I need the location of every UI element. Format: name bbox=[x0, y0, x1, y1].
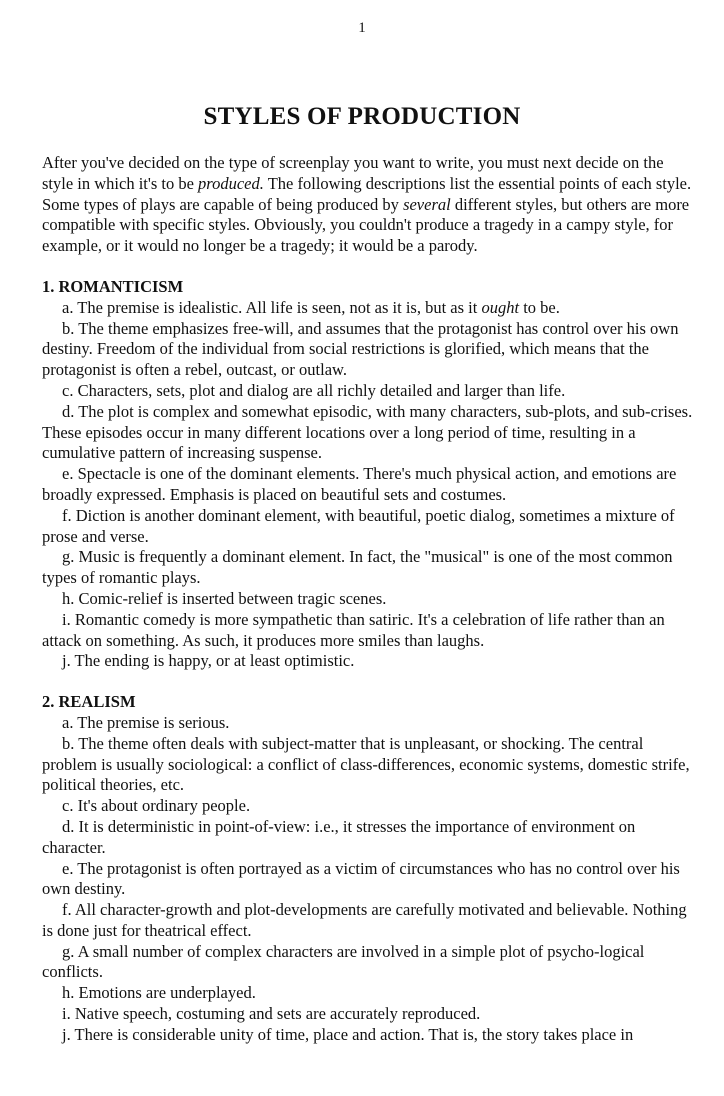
list-item bbox=[42, 942, 696, 984]
list-item bbox=[42, 817, 696, 859]
list-item bbox=[42, 381, 696, 402]
list-item bbox=[42, 796, 696, 817]
italic-text: ought bbox=[481, 297, 520, 317]
text-run: a. The premise is idealistic. All life is seen, not as it is, but as it bbox=[62, 297, 482, 317]
text-run: c. It's about ordinary people. bbox=[62, 796, 251, 816]
text-run: d. It is deterministic in point-of-view: i.e., it stresses the importance of environment on character. bbox=[42, 816, 636, 857]
list-item bbox=[42, 464, 696, 506]
list-item bbox=[42, 506, 696, 548]
text-run: h. Emotions are underplayed. bbox=[62, 983, 256, 1003]
list-item bbox=[42, 589, 696, 610]
text-run: a. The premise is serious. bbox=[62, 712, 230, 732]
list-item bbox=[42, 298, 696, 319]
italic-text: several bbox=[403, 194, 451, 214]
text-run: The following descriptions list the essential points of each style. Some types of plays are capable of being produced by bbox=[42, 173, 692, 214]
list-item bbox=[42, 900, 696, 942]
section bbox=[42, 692, 696, 1046]
list-item bbox=[42, 734, 696, 796]
list-item bbox=[42, 983, 696, 1004]
section bbox=[42, 277, 696, 672]
text-run: c. Characters, sets, plot and dialog are all richly detailed and larger than life. bbox=[62, 380, 566, 400]
text-run: f. All character-growth and plot-developments are carefully motivated and believable. Nothing is done just for theatrical effect. bbox=[42, 900, 687, 940]
text-run: g. Music is frequently a dominant element. In fact, the "musical" is one of the most common types of romantic plays. bbox=[42, 547, 673, 588]
list-item bbox=[42, 402, 696, 464]
text-run: e. The protagonist is often portrayed as a victim of circumstances who has no control over his own destiny. bbox=[42, 858, 680, 899]
text-run: f. Diction is another dominant element, with beautiful, poetic dialog, sometimes a mixture of prose and verse. bbox=[42, 505, 675, 546]
sections-container bbox=[42, 277, 696, 1046]
list-item bbox=[42, 713, 696, 734]
text-run: h. Comic-relief is inserted between tragic scenes. bbox=[62, 588, 387, 608]
list-item bbox=[42, 859, 696, 901]
page-title: STYLES OF PRODUCTION bbox=[203, 103, 521, 130]
italic-text: produced. bbox=[198, 173, 264, 193]
text-run: j. The ending is happy, or at least optimistic. bbox=[62, 651, 355, 671]
section-heading: 2. REALISM bbox=[42, 692, 136, 712]
list-item bbox=[42, 1025, 696, 1046]
list-item bbox=[42, 547, 696, 589]
text-run: e. Spectacle is one of the dominant elements. There's much physical action, and emotions are broadly expressed. Emphasis is placed on beautiful sets and costumes. bbox=[42, 464, 677, 504]
section-heading: 1. ROMANTICISM bbox=[42, 276, 184, 296]
text-run: i. Native speech, costuming and sets are accurately reproduced. bbox=[62, 1004, 481, 1024]
text-run: d. The plot is complex and somewhat episodic, with many characters, sub-plots, and sub-crises. These episodes occur in many different locations over a long period of time, resulting in a cumulative pattern of increasing suspense. bbox=[42, 401, 693, 463]
intro-paragraph bbox=[42, 153, 696, 257]
text-run: i. Romantic comedy is more sympathetic than satiric. It's a celebration of life rather than an attack on something. As such, it produces more smiles than laughs. bbox=[42, 609, 665, 650]
document-body bbox=[42, 153, 696, 1066]
text-run: different styles, but others are more compatible with specific styles. Obviously, you couldn't produce a tragedy in a campy style, for example, or it would no longer be a tragedy; it would be a parody. bbox=[42, 194, 690, 256]
list-item bbox=[42, 610, 696, 652]
text-run: After you've decided on the type of screenplay you want to write, you must next decide on the style in which it's to be bbox=[42, 153, 664, 193]
list-item bbox=[42, 1004, 696, 1025]
text-run: j. There is considerable unity of time, place and action. That is, the story takes place in bbox=[62, 1024, 634, 1044]
text-run: b. The theme emphasizes free-will, and assumes that the protagonist has control over his own destiny. Freedom of the individual from social restrictions is glorified, which means that the protagonist is often a rebel, outcast, or outlaw. bbox=[42, 318, 679, 380]
text-run: to be. bbox=[519, 297, 560, 317]
list-item bbox=[42, 319, 696, 381]
page-number: 1 bbox=[358, 20, 366, 36]
text-run: b. The theme often deals with subject-matter that is unpleasant, or shocking. The central problem is usually sociological: a conflict of class-differences, economic systems, domestic strife, political theories, etc. bbox=[42, 733, 690, 795]
list-item bbox=[42, 651, 696, 672]
text-run: g. A small number of complex characters are involved in a simple plot of psycho-logical conflicts. bbox=[42, 941, 645, 982]
